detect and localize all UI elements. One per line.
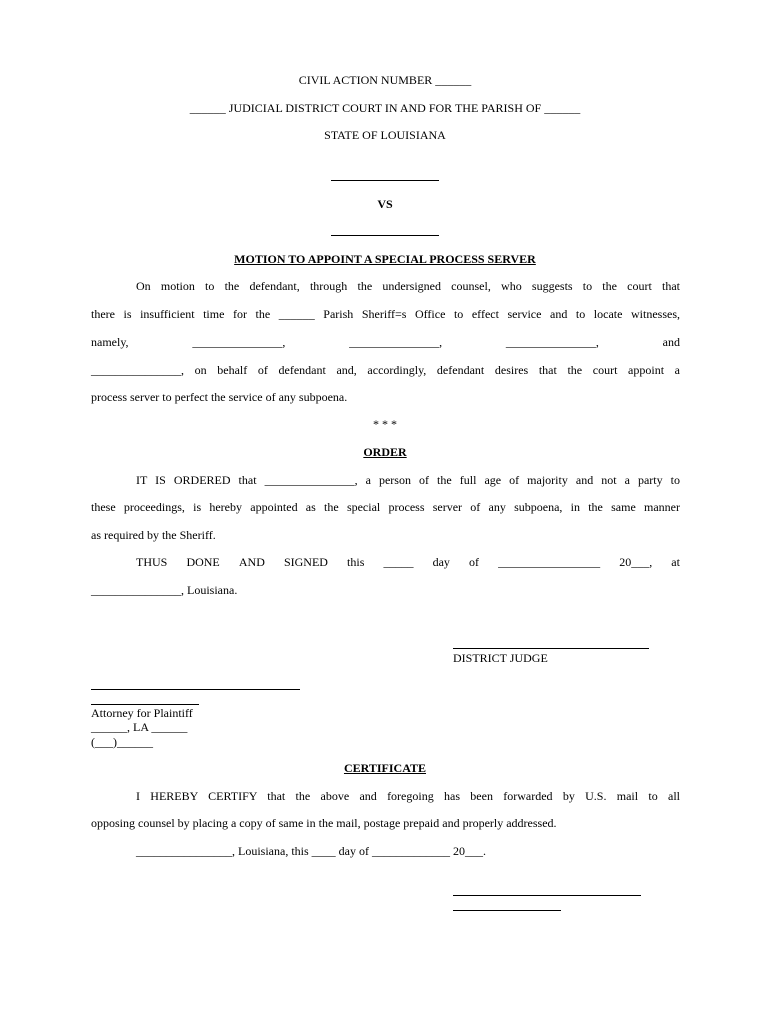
order-title: ORDER	[363, 445, 407, 459]
certificate-title: CERTIFICATE	[343, 761, 427, 775]
signed-word: AND	[238, 555, 265, 569]
state-heading: STATE OF LOUISIANA	[324, 128, 446, 142]
court-heading: ______ JUDICIAL DISTRICT COURT IN AND FOR THE PARISH OF ______	[189, 101, 581, 115]
motion-paragraph-line-2: there is insufficient time for the ______ Parish Sheriff=s Office to effect service and to locate witnesses,	[91, 307, 680, 321]
signed-word: of	[469, 555, 479, 569]
motion-title: MOTION TO APPOINT A SPECIAL PROCESS SERVER	[234, 252, 536, 266]
signed-word: day	[432, 555, 450, 569]
month-blank: _________________	[498, 555, 601, 569]
order-paragraph-line-2: these proceedings, is hereby appointed as the special process server of any subpoena, in the same manner	[91, 500, 680, 514]
judge-signature-line	[453, 648, 649, 649]
attorney-phone: (___)______	[91, 735, 153, 749]
namely-label: namely,	[91, 335, 129, 349]
certificate-signature-line	[453, 895, 641, 896]
year-blank: 20___,	[619, 555, 653, 569]
versus-label: VS	[377, 197, 393, 211]
done-and-signed-line	[136, 555, 680, 569]
attorney-name-line	[91, 704, 199, 705]
attorney-signature-line	[91, 689, 300, 690]
motion-witness-names-line	[91, 335, 680, 349]
signed-word: this	[347, 555, 365, 569]
signed-word: THUS	[136, 555, 168, 569]
witness-name-blank-3: _______________,	[505, 335, 599, 349]
order-paragraph-line-3: as required by the Sheriff.	[91, 528, 216, 542]
defendant-signature-line	[331, 235, 439, 236]
certificate-line-2: opposing counsel by placing a copy of same in the mail, postage prepaid and properly addressed.	[91, 816, 557, 830]
motion-paragraph-line-4: _______________, on behalf of defendant and, accordingly, defendant desires that the court appoint a	[91, 363, 680, 377]
signed-word: at	[671, 555, 680, 569]
district-judge-label: DISTRICT JUDGE	[453, 651, 548, 665]
attorney-city-state: ______, LA ______	[91, 720, 188, 734]
order-location-line: _______________, Louisiana.	[91, 583, 238, 597]
witness-name-blank-1: _______________,	[192, 335, 286, 349]
order-paragraph-line-1: IT IS ORDERED that _______________, a person of the full age of majority and not a party to	[136, 473, 680, 487]
plaintiff-signature-line	[331, 180, 439, 181]
day-blank: _____	[383, 555, 414, 569]
certificate-line-1: I HEREBY CERTIFY that the above and foregoing has been forwarded by U.S. mail to all	[136, 789, 680, 803]
section-separator: * * *	[373, 417, 397, 431]
and-word: and	[662, 335, 680, 349]
certificate-name-line	[453, 910, 561, 911]
attorney-for-plaintiff-label: Attorney for Plaintiff	[91, 706, 193, 720]
motion-paragraph-line-1: On motion to the defendant, through the undersigned counsel, who suggests to the court that	[136, 279, 680, 293]
signed-word: SIGNED	[283, 555, 328, 569]
certificate-line-3: ________________, Louisiana, this ____ day of _____________ 20___.	[136, 844, 486, 858]
civil-action-number: CIVIL ACTION NUMBER ______	[298, 73, 472, 87]
signed-word: DONE	[186, 555, 220, 569]
witness-name-blank-2: _______________,	[349, 335, 443, 349]
motion-paragraph-line-5: process server to perfect the service of any subpoena.	[91, 390, 348, 404]
